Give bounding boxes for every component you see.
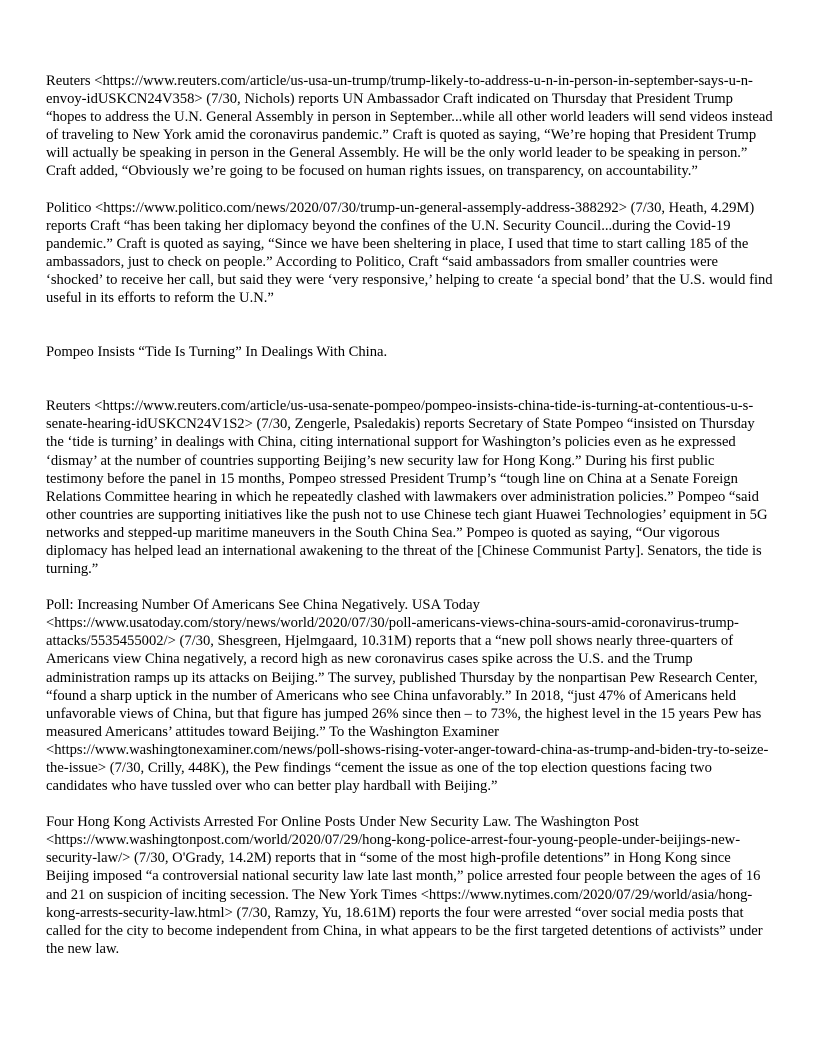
paragraph-un-craft-politico: Politico <https://www.politico.com/news/2020/07/30/trump-un-general-assemply-address-388292> (7/30, Heath, 4.29M) reports Craft “has been taking her diplomacy beyond the confines of the U.N. Security Council...during the Covid-19 pandemic.” Craft is quoted as saying, “Since we have been sheltering in place, I used that time to start calling 185 of the ambassadors, just to check on people.” According to Politico, Craft “said ambassadors from smaller countries were ‘shocked’ to receive her call, but said they were ‘very responsive,’ helping to create ‘a special bond’ that the U.S. would find useful in its efforts to reform the U.N.” <box>46 199 773 307</box>
section-headline-pompeo: Pompeo Insists “Tide Is Turning” In Dealings With China. <box>46 344 388 361</box>
spacer <box>46 361 774 397</box>
paragraph-pompeo-reuters: Reuters <https://www.reuters.com/article/us-usa-senate-pompeo/pompeo-insists-china-tide-is-turning-at-contentious-u-s-senate-hearing-idUSKCN24V1S2> (7/30, Zengerle, Psaledakis) reports Secretary of State Pompeo “insisted on Thursday the ‘tide is turning’ in dealings with China, citing international support for Washington’s policies even as he expressed ‘dismay’ at the number of countries supporting Beijing’s new security law for Hong Kong.” During his first public testimony before the panel in 15 months, Pompeo stressed President Trump’s “tough line on China at a Senate Foreign Relations Committee hearing in which he repeatedly clashed with lawmakers over administration policies.” Pompeo “said other countries are supporting initiatives like the push not to use Chinese tech giant Huawei Technologies’ equipment in 5G networks and stepped-up maritime maneuvers in the South China Sea.” Pompeo is quoted as saying, “Our vigorous diplomacy has helped lead an international awakening to the threat of the [Chinese Communist Party]. Senators, the tide is turning.” <box>46 398 768 578</box>
document-page <box>46 72 774 976</box>
paragraph-poll-china: Poll: Increasing Number Of Americans See China Negatively. USA Today <https://www.usatoday.com/story/news/world/2020/07/30/poll-americans-views-china-sours-amid-coronavirus-trump-attacks/5535455002/> (7/30, Shesgreen, Hjelmgaard, 10.31M) reports that a “new poll shows nearly three-quarters of Americans view China negatively, a record high as new coronavirus cases spike across the U.S. and the Trump administration ramps up its attacks on Beijing.” The survey, published Thursday by the nonpartisan Pew Research Center, “found a sharp uptick in the number of Americans who see China unfavorably.” In 2018, “just 47% of Americans held unfavorable views of China, but that figure has jumped 26% since then – to 73%, the highest level in the 15 years Pew has measured Americans’ attitudes toward Beijing.” To the Washington Examiner <https://www.washingtonexaminer.com/news/poll-shows-rising-voter-anger-toward-china-as-trump-and-biden-try-to-seize-the-issue> (7/30, Crilly, 448K), the Pew findings “cement the issue as one of the top election questions facing two candidates who have tussled over who can better play hardball with Beijing.” <box>46 597 769 795</box>
spacer <box>46 325 774 343</box>
paragraph-un-craft-reuters: Reuters <https://www.reuters.com/article/us-usa-un-trump/trump-likely-to-address-u-n-in-person-in-september-says-u-n-envoy-idUSKCN24V358> (7/30, Nichols) reports UN Ambassador Craft indicated on Thursday that President Trump “hopes to address the U.N. General Assembly in person in September...while all other world leaders will send videos instead of traveling to New York amid the coronavirus pandemic.” Craft is quoted as saying, “We’re hoping that President Trump will actually be speaking in person in the General Assembly. He will be the only world leader to be speaking in person.” Craft added, “Obviously we’re going to be focused on human rights issues, on transparency, on accountability.” <box>46 73 773 180</box>
paragraph-hong-kong-arrests: Four Hong Kong Activists Arrested For Online Posts Under New Security Law. The Washington Post <https://www.washingtonpost.com/world/2020/07/29/hong-kong-police-arrest-four-young-people-under-beijings-new-security-law/> (7/30, O'Grady, 14.2M) reports that in “some of the most high-profile detentions” in Hong Kong since Beijing imposed “a controversial national security law late last month,” police arrested four people between the ages of 16 and 21 on suspicion of inciting secession. The New York Times <https://www.nytimes.com/2020/07/29/world/asia/hong-kong-arrests-security-law.html> (7/30, Ramzy, Yu, 18.61M) reports the four were arrested “over social media posts that called for the city to become independent from China, in what appears to be the first targeted detentions of activists” under the new law. <box>46 814 763 957</box>
